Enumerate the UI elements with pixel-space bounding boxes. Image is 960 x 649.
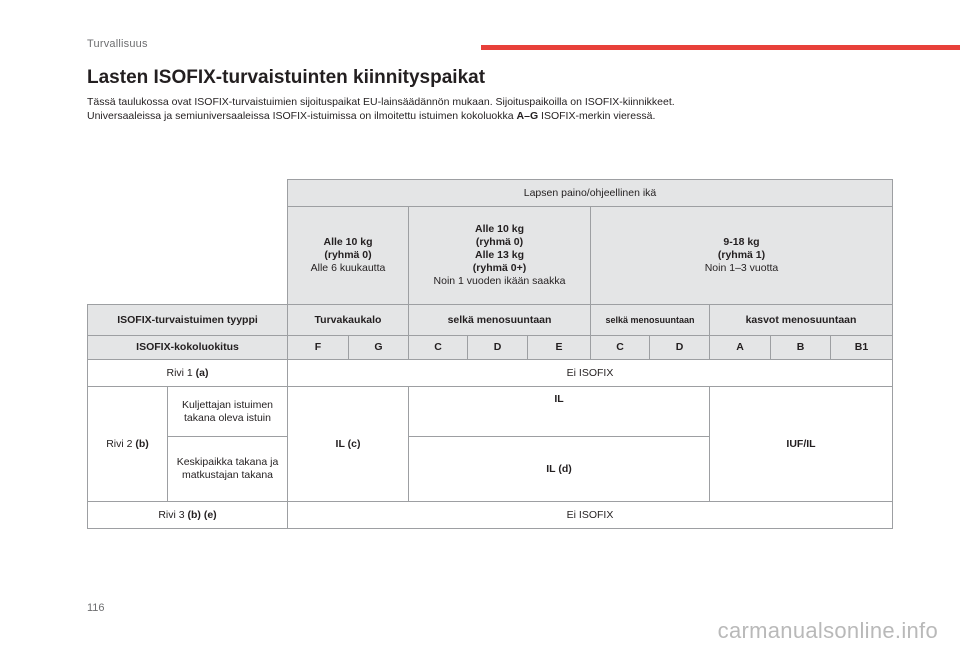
class-cell: C — [591, 336, 650, 360]
section-accent-bar — [481, 45, 960, 50]
intro-line-1: Tässä taulukossa ovat ISOFIX-turvaistuimien sijoituspaikat EU-lainsäädännön mukaan. Sijoituspaikoilla on ISOFIX-kiinnikkeet. — [87, 96, 675, 108]
row-2-carrycot-value: IL (c) — [288, 387, 409, 502]
class-cell: F — [288, 336, 349, 360]
weight-header: Lapsen paino/ohjeellinen ikä — [288, 180, 893, 207]
row-2-seat-centre-passenger: Keskipaikka takana ja matkustajan takana — [168, 437, 288, 502]
class-cell: E — [528, 336, 591, 360]
row-2-seat-driver-rear: Kuljettajan istuimen takana oleva istuin — [168, 387, 288, 437]
page-number: 116 — [87, 602, 105, 614]
class-label: ISOFIX-kokoluokitus — [88, 336, 288, 360]
intro-text — [87, 95, 887, 123]
class-cell: C — [409, 336, 468, 360]
row-2-rear-facing-value-b: IL (d) — [409, 437, 710, 502]
group-header-1: Alle 10 kg (ryhmä 0) Alle 6 kuukautta — [288, 207, 409, 305]
row-2-label: Rivi 2 (b) — [88, 387, 168, 502]
intro-line-2: Universaaleissa ja semiuniversaaleissa ISOFIX-istuimissa on ilmoitettu istuimen kokoluokka A–G ISOFIX-merkin vieressä. — [87, 110, 656, 122]
class-cell: G — [349, 336, 409, 360]
class-cell: D — [650, 336, 710, 360]
class-cell: B1 — [831, 336, 893, 360]
type-cell: selkä menosuuntaan — [591, 305, 710, 336]
isofix-table — [87, 179, 893, 529]
row-2-forward-facing-value: IUF/IL — [710, 387, 893, 502]
type-cell: Turvakaukalo — [288, 305, 409, 336]
class-cell: B — [771, 336, 831, 360]
class-cell: D — [468, 336, 528, 360]
group-header-3: 9-18 kg (ryhmä 1) Noin 1–3 vuotta — [591, 207, 893, 305]
table-corner — [88, 180, 288, 305]
page-title: Lasten ISOFIX-turvaistuinten kiinnityspaikat — [87, 67, 486, 88]
row-1-label: Rivi 1 (a) — [88, 360, 288, 387]
class-cell: A — [710, 336, 771, 360]
row-3-value: Ei ISOFIX — [288, 502, 893, 529]
watermark: carmanualsonline.info — [717, 618, 938, 643]
group-header-2: Alle 10 kg (ryhmä 0) Alle 13 kg (ryhmä 0+) Noin 1 vuoden ikään saakka — [409, 207, 591, 305]
row-2-rear-facing-value-a: IL — [409, 387, 710, 437]
type-cell: selkä menosuuntaan — [409, 305, 591, 336]
type-cell: kasvot menosuuntaan — [710, 305, 893, 336]
section-label: Turvallisuus — [87, 38, 148, 50]
row-1-value: Ei ISOFIX — [288, 360, 893, 387]
size-class-range: A–G — [516, 110, 539, 122]
type-label: ISOFIX-turvaistuimen tyyppi — [88, 305, 288, 336]
row-3-label: Rivi 3 (b) (e) — [88, 502, 288, 529]
